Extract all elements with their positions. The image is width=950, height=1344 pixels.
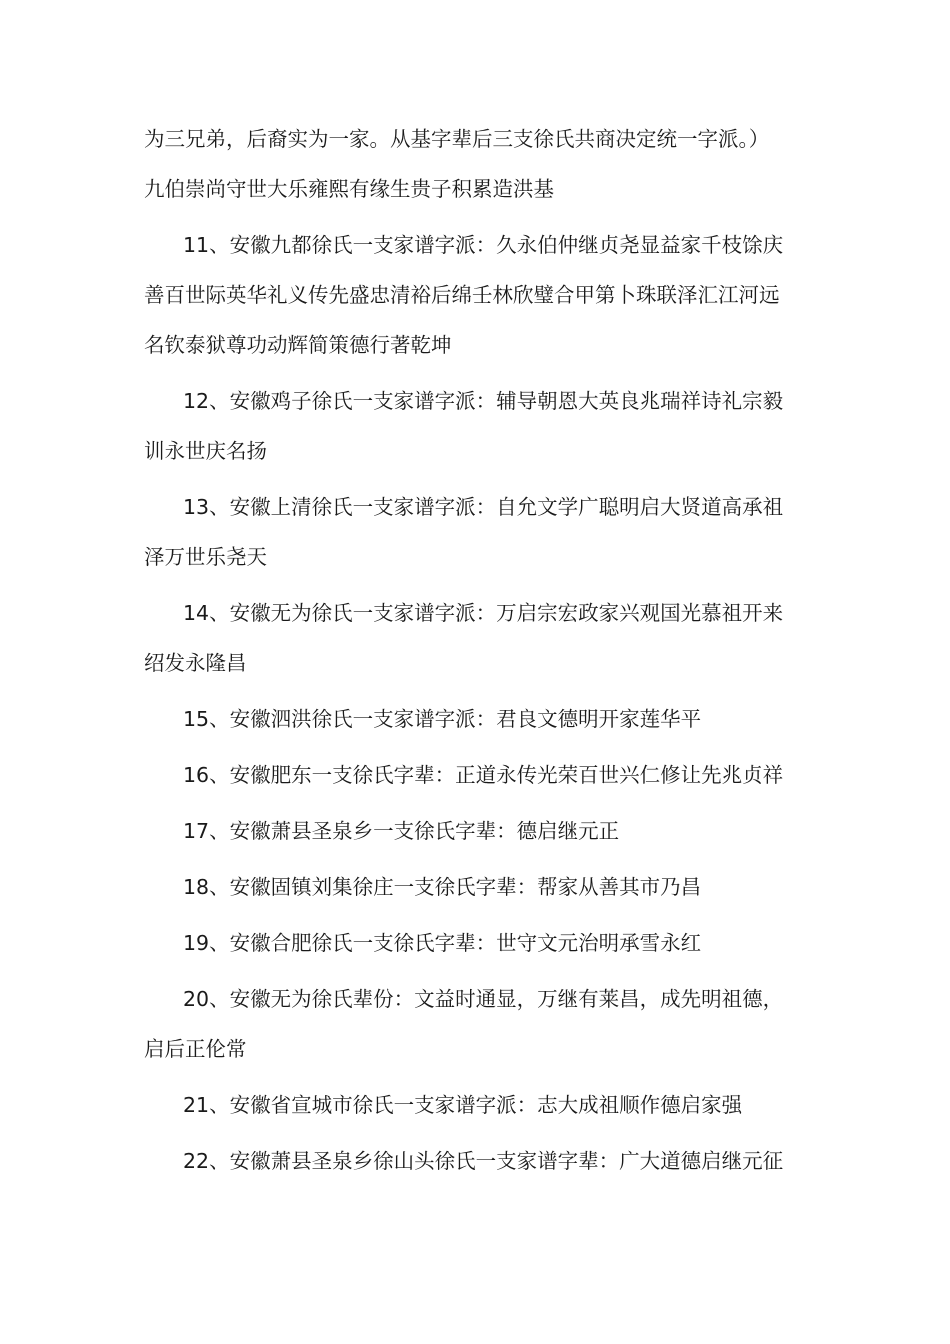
- text-line: 九伯崇尚守世大乐雍熙有缘生贵子积累造洪基: [144, 177, 554, 201]
- text-line: 20、安徽无为徐氏辈份：文益时通显，万继有莱昌，成先明祖德，: [183, 987, 784, 1011]
- text-line: 17、安徽萧县圣泉乡一支徐氏字辈：德启继元正: [183, 819, 620, 843]
- document-body: [144, 126, 808, 1175]
- paragraph-item-18: [144, 874, 808, 901]
- paragraph-item-15: [144, 706, 808, 733]
- text-line: 善百世际英华礼义传先盛忠清裕后绵壬林欣璧合甲第卜珠联泽汇江河远: [144, 283, 780, 307]
- text-line: 19、安徽合肥徐氏一支徐氏字辈：世守文元治明承雪永红: [183, 931, 702, 955]
- paragraph-continuation: [144, 126, 808, 203]
- paragraph-item-17: [144, 818, 808, 845]
- text-line: 13、安徽上清徐氏一支家谱字派：自允文学广聪明启大贤道高承祖: [183, 495, 784, 519]
- text-line: 16、安徽肥东一支徐氏字辈：正道永传光荣百世兴仁修让先兆贞祥: [183, 763, 784, 787]
- text-line: 18、安徽固镇刘集徐庄一支徐氏字辈：帮家从善其市乃昌: [183, 875, 702, 899]
- paragraph-item-22: [144, 1148, 808, 1175]
- paragraph-item-11: [144, 232, 808, 359]
- text-line: 训永世庆名扬: [144, 439, 267, 463]
- paragraph-item-13: [144, 494, 808, 571]
- text-line: 为三兄弟，后裔实为一家。从基字辈后三支徐氏共商决定统一字派。）: [144, 127, 770, 151]
- text-line: 15、安徽泗洪徐氏一支家谱字派：君良文德明开家莲华平: [183, 707, 702, 731]
- text-line: 14、安徽无为徐氏一支家谱字派：万启宗宏政家兴观国光慕祖开来: [183, 601, 784, 625]
- text-line: 绍发永隆昌: [144, 651, 247, 675]
- paragraph-item-12: [144, 388, 808, 465]
- text-line: 名钦泰狱尊功动辉简策德行著乾坤: [144, 333, 452, 357]
- paragraph-item-14: [144, 600, 808, 677]
- paragraph-item-16: [144, 762, 808, 789]
- text-line: 启后正伦常: [144, 1037, 247, 1061]
- text-line: 12、安徽鸡子徐氏一支家谱字派：辅导朝恩大英良兆瑞祥诗礼宗毅: [183, 389, 784, 413]
- text-line: 21、安徽省宣城市徐氏一支家谱字派：志大成祖顺作德启家强: [183, 1093, 743, 1117]
- text-line: 11、安徽九都徐氏一支家谱字派：久永伯仲继贞尧显益家千枝馀庆: [183, 233, 784, 257]
- paragraph-item-20: [144, 986, 808, 1063]
- paragraph-item-21: [144, 1092, 808, 1119]
- paragraph-item-19: [144, 930, 808, 957]
- text-line: 泽万世乐尧天: [144, 545, 267, 569]
- text-line: 22、安徽萧县圣泉乡徐山头徐氏一支家谱字辈：广大道德启继元征: [183, 1149, 784, 1173]
